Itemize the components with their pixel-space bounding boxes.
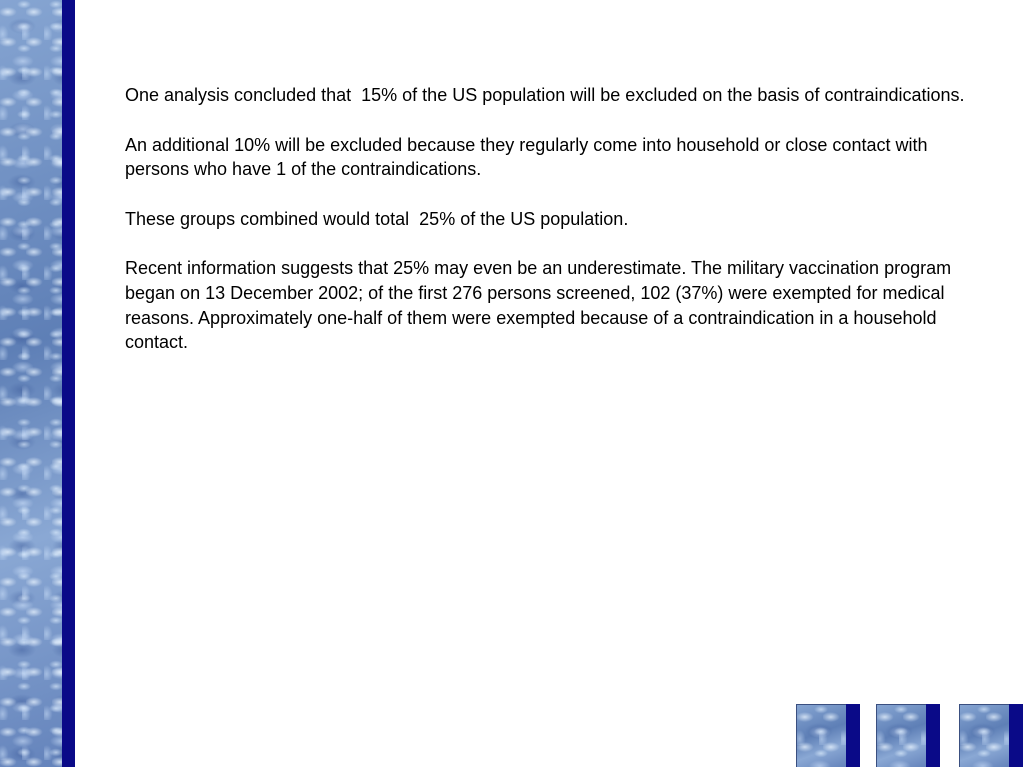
- nav-button-1[interactable]: [796, 704, 860, 767]
- paragraph-contraindications: One analysis concluded that 15% of the US population will be excluded on the basis of contraindications.: [125, 85, 965, 105]
- nav-button-3[interactable]: [959, 704, 1023, 767]
- paragraph-combined-total: These groups combined would total 25% of the US population.: [125, 208, 629, 229]
- paragraph-military-program: Recent information suggests that 25% may even be an underestimate. The military vaccination program began on 13 December 2002; of the first 276 persons screened, 102 (37%) were exempted for medical reasons. Approximately one-half of them were exempted because of a contraindication in a household contact.: [125, 258, 957, 353]
- sidebar-stripe: [62, 0, 75, 767]
- nav-button-2[interactable]: [876, 704, 940, 767]
- sidebar-texture-bar: [0, 0, 62, 767]
- nav-tile-texture: [876, 704, 926, 767]
- nav-tile-texture: [959, 704, 1009, 767]
- nav-tile-stripe: [1009, 704, 1023, 767]
- nav-tile-stripe: [846, 704, 860, 767]
- slide-body: [125, 83, 965, 380]
- paragraph-close-contacts: An additional 10% will be excluded because they regularly come into household or close contact with persons who have 1 of the contraindications.: [125, 134, 933, 180]
- nav-tile-texture: [796, 704, 846, 767]
- nav-tile-stripe: [926, 704, 940, 767]
